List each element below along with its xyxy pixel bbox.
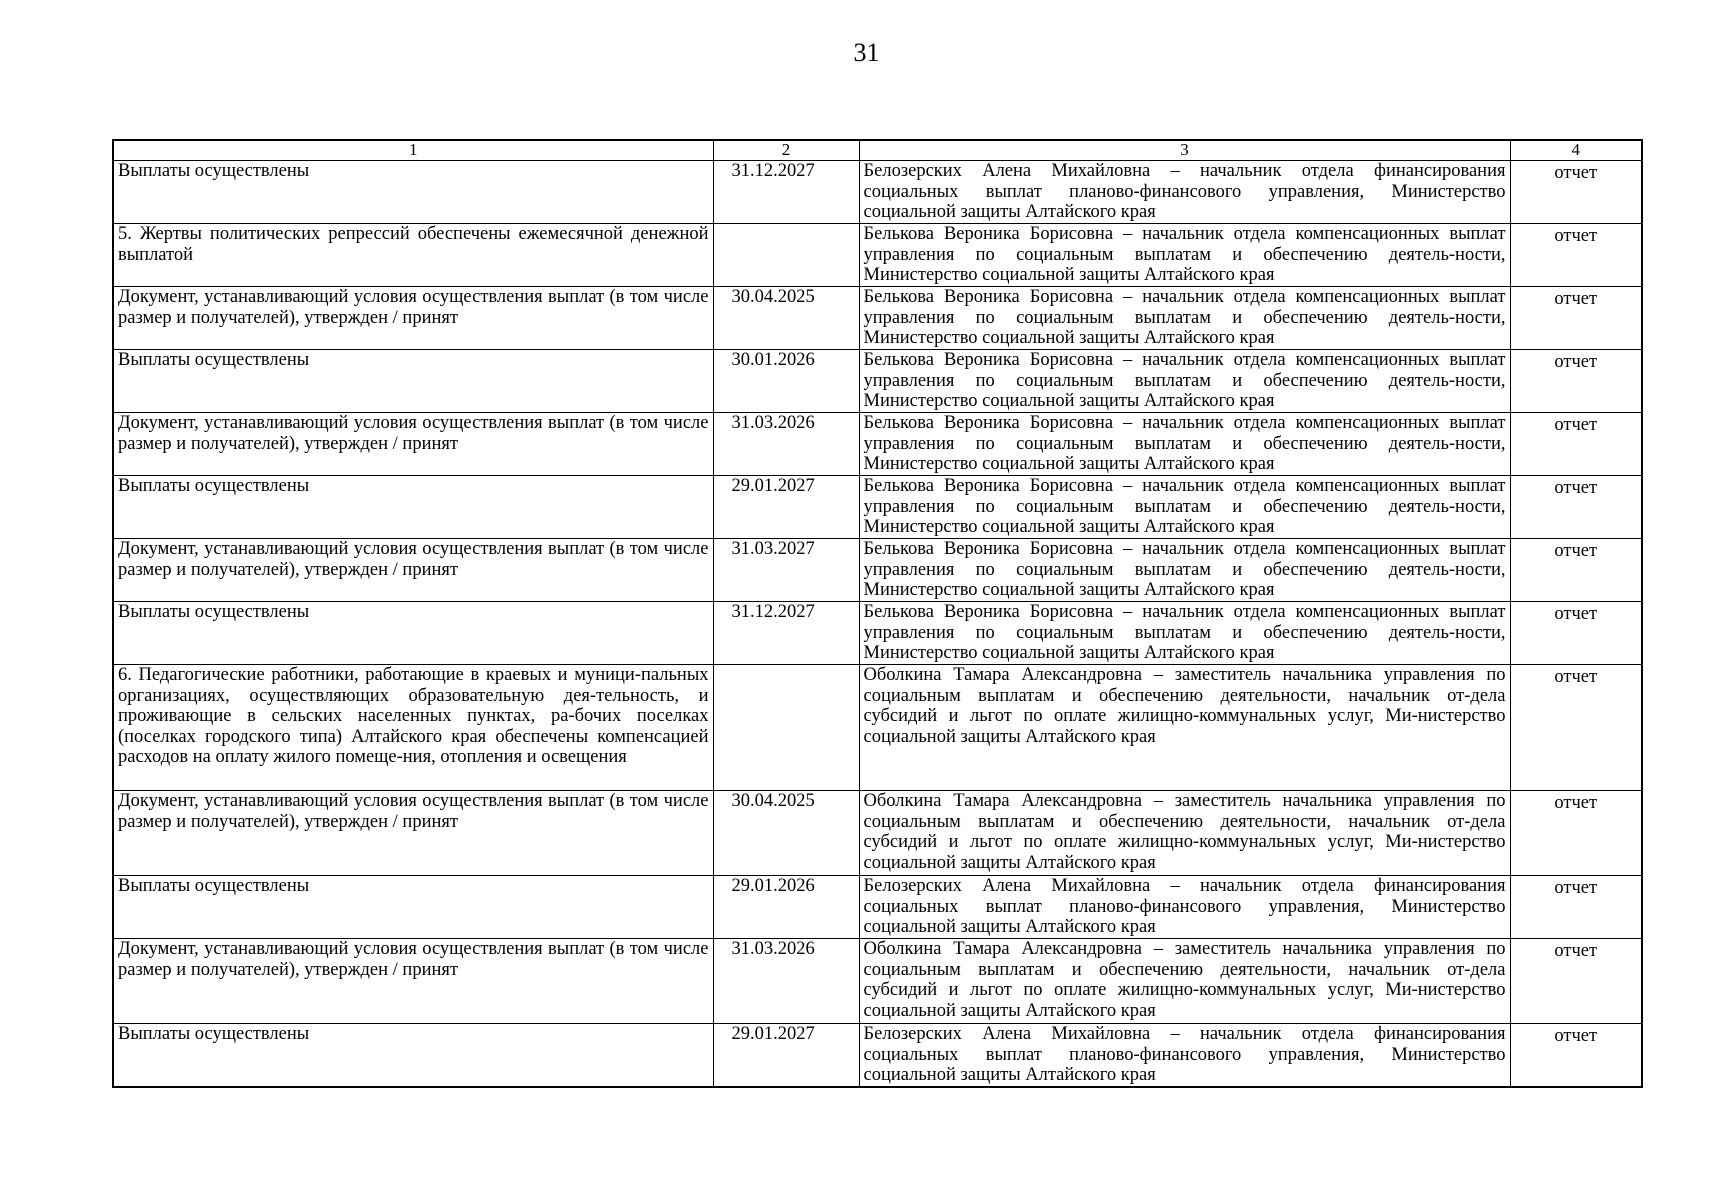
due-date-cell: 31.03.2027 bbox=[713, 539, 859, 602]
page-number: 31 bbox=[853, 38, 880, 67]
table-row bbox=[113, 939, 1642, 1024]
responsible-person-cell: Оболкина Тамара Александровна – заместитель начальника управления по социальным выплатам и обеспечению деятельности, начальник от-дела субсидий и льгот по оплате жилищно-коммунальных услуг, Ми-нистерство социальной защиты Алтайского края bbox=[859, 791, 1510, 876]
event-description-cell: Выплаты осуществлены bbox=[113, 876, 713, 939]
responsible-person-cell: Белозерских Алена Михайловна – начальник отдела финансирования социальных выплат планово-финансового управления, Министерство социальной защиты Алтайского края bbox=[859, 876, 1510, 939]
header-col-3: 3 bbox=[859, 140, 1510, 161]
document-type-cell: отчет bbox=[1510, 539, 1642, 602]
due-date-cell: 29.01.2027 bbox=[713, 476, 859, 539]
header-col-1: 1 bbox=[113, 140, 713, 161]
plan-table bbox=[112, 139, 1643, 1088]
event-description-cell: Документ, устанавливающий условия осуществления выплат (в том числе размер и получателей), утвержден / принят bbox=[113, 539, 713, 602]
document-type-cell: отчет bbox=[1510, 602, 1642, 665]
document-type-cell: отчет bbox=[1510, 476, 1642, 539]
document-type-cell: отчет bbox=[1510, 791, 1642, 876]
table-row bbox=[113, 350, 1642, 413]
header-col-2: 2 bbox=[713, 140, 859, 161]
table-row bbox=[113, 665, 1642, 791]
event-description-cell: Выплаты осуществлены bbox=[113, 161, 713, 224]
table-row bbox=[113, 413, 1642, 476]
responsible-person-cell: Белозерских Алена Михайловна – начальник отдела финансирования социальных выплат планово-финансового управления, Министерство социальной защиты Алтайского края bbox=[859, 161, 1510, 224]
due-date-cell: 31.03.2026 bbox=[713, 939, 859, 1024]
table-row bbox=[113, 476, 1642, 539]
due-date-cell: 30.01.2026 bbox=[713, 350, 859, 413]
responsible-person-cell: Белькова Вероника Борисовна – начальник отдела компенсационных выплат управления по социальным выплатам и обеспечению деятель-ности, Министерство социальной защиты Алтайского края bbox=[859, 224, 1510, 287]
header-row bbox=[113, 140, 1642, 161]
event-description-cell: 6. Педагогические работники, работающие в краевых и муници-пальных организациях, осуществляющих образовательную дея-тельность, и проживающие в сельских населенных пунктах, ра-бочих поселках (поселках городского типа) Алтайского края обеспечены компенсацией расходов на оплату жилого помеще-ния, отопления и освещения bbox=[113, 665, 713, 791]
document-type-cell: отчет bbox=[1510, 224, 1642, 287]
due-date-cell: 31.12.2027 bbox=[713, 602, 859, 665]
document-type-cell: отчет bbox=[1510, 1024, 1642, 1088]
responsible-person-cell: Белькова Вероника Борисовна – начальник отдела компенсационных выплат управления по социальным выплатам и обеспечению деятель-ности, Министерство социальной защиты Алтайского края bbox=[859, 413, 1510, 476]
event-description-cell: Выплаты осуществлены bbox=[113, 350, 713, 413]
document-type-cell: отчет bbox=[1510, 939, 1642, 1024]
due-date-cell: 30.04.2025 bbox=[713, 287, 859, 350]
table-row bbox=[113, 287, 1642, 350]
responsible-person-cell: Белькова Вероника Борисовна – начальник отдела компенсационных выплат управления по социальным выплатам и обеспечению деятель-ности, Министерство социальной защиты Алтайского края bbox=[859, 602, 1510, 665]
table-row bbox=[113, 539, 1642, 602]
event-description-cell: 5. Жертвы политических репрессий обеспечены ежемесячной денежной выплатой bbox=[113, 224, 713, 287]
due-date-cell: 31.12.2027 bbox=[713, 161, 859, 224]
header-col-4: 4 bbox=[1510, 140, 1642, 161]
document-type-cell: отчет bbox=[1510, 876, 1642, 939]
responsible-person-cell: Белькова Вероника Борисовна – начальник отдела компенсационных выплат управления по социальным выплатам и обеспечению деятель-ности, Министерство социальной защиты Алтайского края bbox=[859, 287, 1510, 350]
due-date-cell: 30.04.2025 bbox=[713, 791, 859, 876]
document-type-cell: отчет bbox=[1510, 665, 1642, 791]
responsible-person-cell: Белькова Вероника Борисовна – начальник отдела компенсационных выплат управления по социальным выплатам и обеспечению деятель-ности, Министерство социальной защиты Алтайского края bbox=[859, 476, 1510, 539]
responsible-person-cell: Оболкина Тамара Александровна – заместитель начальника управления по социальным выплатам и обеспечению деятельности, начальник от-дела субсидий и льгот по оплате жилищно-коммунальных услуг, Ми-нистерство социальной защиты Алтайского края bbox=[859, 665, 1510, 791]
event-description-cell: Выплаты осуществлены bbox=[113, 602, 713, 665]
event-description-cell: Документ, устанавливающий условия осуществления выплат (в том числе размер и получателей), утвержден / принят bbox=[113, 791, 713, 876]
table-row bbox=[113, 602, 1642, 665]
responsible-person-cell: Белозерских Алена Михайловна – начальник отдела финансирования социальных выплат планово-финансового управления, Министерство социальной защиты Алтайского края bbox=[859, 1024, 1510, 1088]
document-type-cell: отчет bbox=[1510, 287, 1642, 350]
event-description-cell: Выплаты осуществлены bbox=[113, 476, 713, 539]
event-description-cell: Документ, устанавливающий условия осуществления выплат (в том числе размер и получателей), утвержден / принят bbox=[113, 939, 713, 1024]
due-date-cell bbox=[713, 224, 859, 287]
document-type-cell: отчет bbox=[1510, 350, 1642, 413]
table-body bbox=[113, 161, 1642, 1088]
due-date-cell: 31.03.2026 bbox=[713, 413, 859, 476]
event-description-cell: Документ, устанавливающий условия осуществления выплат (в том числе размер и получателей), утвержден / принят bbox=[113, 413, 713, 476]
responsible-person-cell: Белькова Вероника Борисовна – начальник отдела компенсационных выплат управления по социальным выплатам и обеспечению деятель-ности, Министерство социальной защиты Алтайского края bbox=[859, 539, 1510, 602]
table-row bbox=[113, 224, 1642, 287]
responsible-person-cell: Белькова Вероника Борисовна – начальник отдела компенсационных выплат управления по социальным выплатам и обеспечению деятель-ности, Министерство социальной защиты Алтайского края bbox=[859, 350, 1510, 413]
table-row bbox=[113, 791, 1642, 876]
due-date-cell: 29.01.2026 bbox=[713, 876, 859, 939]
due-date-cell: 29.01.2027 bbox=[713, 1024, 859, 1088]
table-row bbox=[113, 876, 1642, 939]
event-description-cell: Документ, устанавливающий условия осуществления выплат (в том числе размер и получателей), утвержден / принят bbox=[113, 287, 713, 350]
document-type-cell: отчет bbox=[1510, 161, 1642, 224]
table-row bbox=[113, 161, 1642, 224]
due-date-cell bbox=[713, 665, 859, 791]
document-type-cell: отчет bbox=[1510, 413, 1642, 476]
event-description-cell: Выплаты осуществлены bbox=[113, 1024, 713, 1088]
table-row bbox=[113, 1024, 1642, 1088]
responsible-person-cell: Оболкина Тамара Александровна – заместитель начальника управления по социальным выплатам и обеспечению деятельности, начальник от-дела субсидий и льгот по оплате жилищно-коммунальных услуг, Ми-нистерство социальной защиты Алтайского края bbox=[859, 939, 1510, 1024]
